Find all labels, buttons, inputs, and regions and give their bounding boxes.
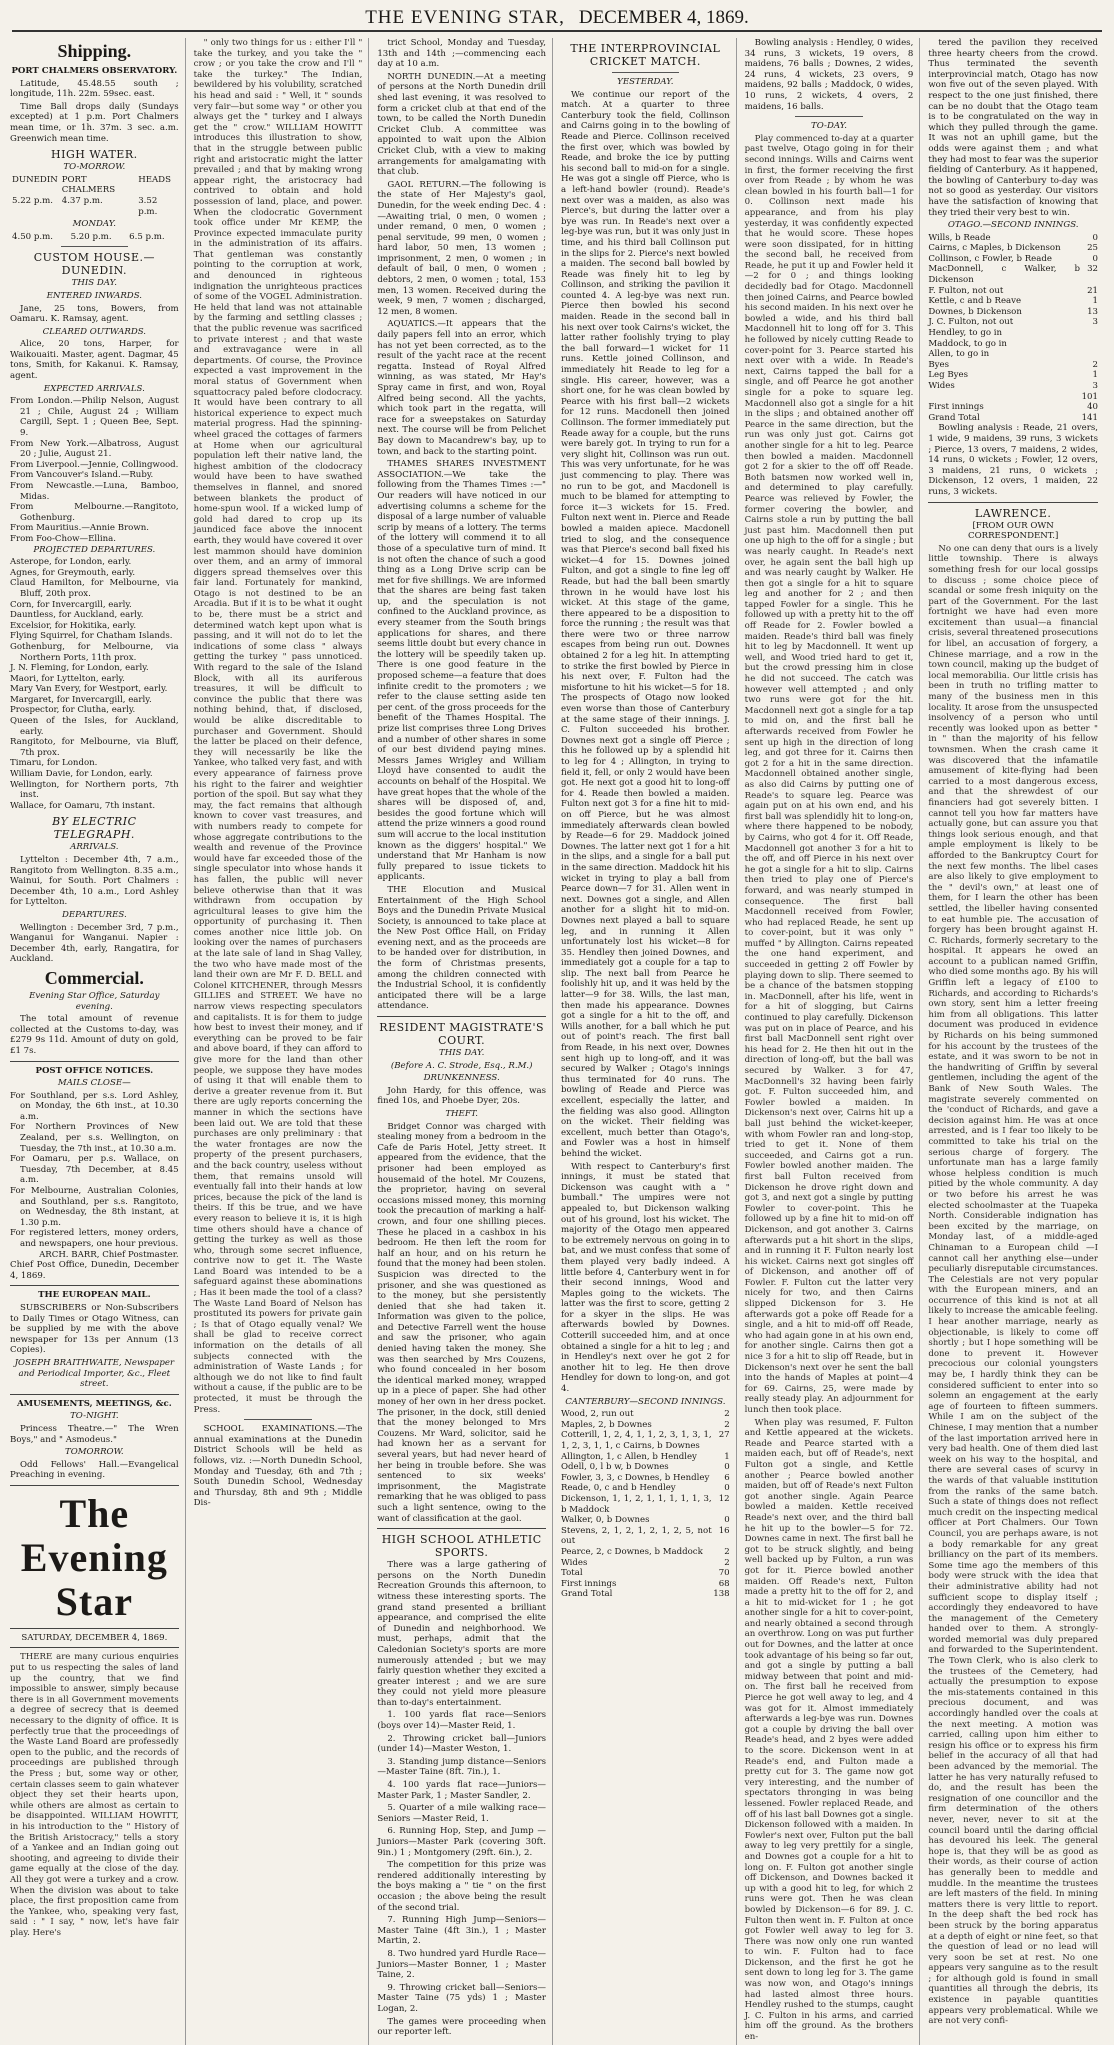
- list-item: 6. Running Hop, Step, and Jump — Juniors—Master Park (covering 30ft. 9in.) 1 ; Montgomery (29ft. 6in.), 2.: [377, 1826, 546, 1858]
- list-item: 5. Quarter of a mile walking race—Seniors —Master Reid, 1.: [377, 1803, 546, 1824]
- postmaster-signature: ARCH. BARR, Chief Postmaster.: [39, 1249, 179, 1260]
- theft-text: Bridget Connor was charged with stealing money from a bedroom in the Cafe de Paris Hotel, Jetty street. It appeared from the evidence, that the prisoner had been employed as housemaid of the hotel. Mr Couzens, the proprietor, having on several occasions missed money, this morning took the precaution of marking a half-crown, and four one shilling pieces. These he placed in a cashbox in his bedroom. He then left the room for half an hour, and on his return he found that the money had been stolen. Suspicion was directed to the prisoner, and she was questioned as to the money, but she persistently denied that she had taken it. Information was given to the police, and Detective Farrell went the house and saw the prisoner, who again denied having taken the money. She was then searched by Mrs Couzens, who found concealed in her bosom the identical marked money, wrapped up in a piece of paper. She had other money of her own in her dress pocket. The prisoner, in the dock, still denied that the money belonged to Mrs Couzens. Mr Ward, solicitor, said he had known her as a servant for several years, but had never heard of her being in trouble before. She was sentenced to six weeks' imprisonment, the Magistrate remarking that he was obliged to pass such a light sentence, owing to the want of classification at the gaol.: [377, 1121, 546, 1524]
- table-row: [928, 317, 1098, 328]
- table-row: [928, 296, 1098, 307]
- tide-header: HEADS: [138, 174, 171, 185]
- expected-heading: EXPECTED ARRIVALS.: [43, 383, 145, 394]
- expected-list: [10, 396, 179, 544]
- otago-scorecard: [928, 233, 1098, 424]
- canterbury-innings-heading: CANTERBURY—SECOND INNINGS.: [565, 1396, 726, 1407]
- table-row: [561, 1473, 730, 1484]
- table-row: [928, 370, 1098, 381]
- school-exams-continued: trict School, Monday and Tuesday, 13th and 14th ;—commencing each day at 10 a.m.: [377, 38, 546, 70]
- today-report: Play commenced to-day at a quarter past twelve, Otago going in for their second innings. Wills and Cairns went in first, the former receiving the first over from Reade ; by whom he was clean bowled in his fourth ball—1 for 0. Collinson next made his appearance, and from his play yesterday, it was confidently expected that he would score. These hopes were soon dissipated, for in hitting the second ball, he received from Reade, he put it up and Fowler held it—2 for 0 ; and things looking decidedly bad for Otago. Macdonnell then joined Cairns, and Pearce bowled his second maiden. In his next over he bowled a wide, and his third ball Macdonnell hit to long off for 3. This he followed by nicely cutting Reade to cover-point for 3. Pearce started his next over with a wide. In Reade's next, Cairns tapped the ball for a single, and off Pearce he got another single for a poke to square leg. Macdonnell also got a single for a hit in the slips ; and obtained another off Pearce in the same direction, but the run was only just got. Cairns got another single for a hit to leg. Pearce then bowled a maiden. Macdonnell got 2 for a skier to the off off Reade. Both batsmen now worked well in, and determined to play carefully. Pearce was relieved by Fowler, the former covering the bowler, and Cairns stole a run by putting the ball just past him. Macdonnell then put one up high to the off for a single ; but was nearly caught. In Reade's next over, he again sent the ball high up and was nearly caught by Walker. He then got a single for a hit to square leg and another for 2 ; and then tapped Fowler for a single. This he followed up with a pretty hit to the off off Reade for 2. Fowler bowled a maiden. Reade's third ball was finely hit to leg by Macdonnell. It went up well, and Wood tried hard to get it, but the crowd pressing him in close he did not succeed. The catch was however well attempted ; and only two runs were got for the hit. Macdonnell next got a single for a tap to mid on, and the first ball he afterwards received from Fowler he sent up high in the direction of long leg, and got three for it. Cairns then got 2 for a hit in the same direction. Macdonnell obtained another single, as also did Cairns by putting one of Reade's to square leg. Pearce was again put on at his own end, and his first ball was splendidly hit to long-on, where there happened to be nobody, by Cairns, who got 4 for it. Off Reade, Macdonnell got another 3 for a hit to the off, and off Pierce in his next over he got a single for a hit to slip. Cairns then tried to play one of Pierce's forward, and was nearly stumped in consequence. The first ball Macdonnell received from Fowler, who had replaced Reade, he sent up to cover-point, but it was only " muffed " by Allington. Cairns repeated the one hand experiment, and succeeded in getting 2 off Fowler by playing down to slip. There seemed to be a chance of the batsmen stopping in. MacDonnell, after his life, went in for a hit of slogging, but Cairns continued to play carefully. Dickenson was put on in place of Pearce, and his first ball MacDonnell sent right over his head for 2. He then hit out in the direction of long-off, but the ball was secured by Walker. 3 for 47, MacDonnell's 32 having been fairly got. F. Fulton succeeded him, and Fowler bowled a maiden. In Dickenson's next over, Cairns hit up a ball just behind the wicket-keeper, with whom Fowler ran and long-stop, tried to get it. None of them succeeded, and Cairns got a run. Fowler bowled another maiden. The first ball Fulton received from Dickenson he drove right down and got 3, and next got a single by putting Fowler to cover-point. This he followed up by a fine hit to mid-on off Dickenson, and got another 3. Cairns afterwards put a hit short in the slips, and in running it F. Fulton nearly lost his wicket. Cairns next got singles off of Dickenson, and another off of Fowler. F. Fulton cut the latter very nicely for two, and then Cairns slipped Dickenson for 3. He afterwards got a poke off Reade for a single, and a hit to mid-off off Reade, who had again gone in at his own end, for another single. Cairns then got a nice 3 for a hit to slip off Reade, but in Dickenson's next over he sent the ball into the hands of Maples at point—4 for 69. Cairns, 25, were made by really steady play. An adjournment for lunch then took place.: [744, 133, 914, 1415]
- batsman: Fowler, 3, 3, c Downes, b Hendley: [561, 1472, 710, 1483]
- grand-total-row: [928, 413, 1098, 424]
- observatory-latitude: Latitude, 45.48.55 south ; longitude, 11h. 22m. 59sec. east.: [10, 78, 179, 100]
- page-columns: [10, 38, 1104, 2043]
- high-water-heading: HIGH WATER.: [51, 148, 138, 162]
- table-row: [928, 254, 1098, 265]
- table-row: [928, 233, 1098, 244]
- list-item: From Foo-Chow—Ellina.: [10, 533, 117, 544]
- grand-total-label: Grand Total: [561, 1589, 613, 1600]
- batsman: Downes, b Dickenson: [928, 306, 1022, 317]
- batsman: Maddock, to go in: [928, 338, 1007, 349]
- amusements-heading: AMUSEMENTS, MEETINGS, &c.: [16, 1398, 172, 1409]
- grand-total-value: 141: [1081, 412, 1098, 423]
- list-item: For Melbourne, Australian Colonies, and Southland, per s.s. Rangitoto, on Wednesday, the 8th instant, at 1.30 p.m.: [10, 1186, 179, 1228]
- table-row: [928, 360, 1098, 371]
- list-item: Asterope, for London, early.: [10, 557, 132, 568]
- tide-header: DUNEDIN: [12, 174, 58, 185]
- lawrence-report: No one can deny that ours is a lively little township. There is always something fresh for our local gossips to discuss ; some choice piece of scandal or some fresh iniquity on the part of the Government. For the last fortnight we have had even more excitement than usual—a financial crisis, several threatened prosecutions for libel, an accusation of forgery, a Chinese marriage, and a row in the town council, making up the budget of local memorabilia. Our little crisis has been in truth no trifling matter to many of the business men in this locality. It arose from the unsuspected insolvency of a person who until recently was looked upon as better " in " than the majority of his fellow townsmen. When the crash came it was discovered that the infamatile amusement of kite-flying had been carried to a most dangerous excess, and that the shrewdest of our financiers had got severely bitten. I cannot tell you how far matters have actually gone, but can assure you that things look serious enough, and that ample employment is likely to be afforded to the Bankruptcy Court for the next few months. The libel cases are also likely to give employment to the " devil's own," at least one of them, for I learn the other has been settled, the libeller having consented to eat humble pie. The accusation of forgery has been brought against H. C. Richards, formerly secretary to the hospital. It appears he owed an account to a publican named Griffin, who died some months ago. By his will Griffin left a legacy of £100 to Richards, and according to Richards's own story, sent him a letter freeing him from all obligations. This latter document was produced in evidence by Richards on his being summoned for his account by the trustees of the estate, and it was sworn to be not in the handwriting of Griffin by several gentlemen, including the agent of the Bank of New South Wales. The magistrate severely commented on the 'conduct of Richards, and gave a decision against him. He was at once arrested, and is I fear too likely to be committed to take his trial on the serious charge of forgery. The unfortunate man has a large family whose helpless condition is much pitied by the whole community. A day or two before his arrest he was elected schoolmaster at the Tuapeka North. Considerable indignation has been excited by the marriage, on Monday last, of a middle-aged Chinaman to a European child —I cannot call her anything else—under peculiarly disreputable circumstances. The Celestials are not very popular with the European miners, and an occurrence of this kind is not at all likely to increase the amicable feeling. I hear another marriage, nearly as objectionable, is likely to come off shortly ; but I hope something will be done to prevent it. However precocious our colonial youngsters may be, I hardly think they can be considered sufficient to enter into so solemn an engagement at the early age of fourteen to fifteen summers. While I am on the subject of the Chinese, I may mention that a number of the last importation arrived here in very bad health. One of them died last week on his way to the hospital, and there are several cases of scurvy in the wards of that valuable institution from the ranks of the same batch. Such a state of things does not reflect much credit on the inspecting medical officer at Port Chalmers. Our Town Council, you are perhaps aware, is not a body remarkable for any great brilliancy on the part of its members. Some time ago the members of this body were struck with the idea that their administrative ability had not sufficient scope to display itself ; accordingly they endeavored to have the management of the Cemetery handed over to them. A strongly-worded memorial was duly prepared and forwarded to the Superintendent. The Town Clerk, who is also clerk to the trustees of the Cemetery, had actually the presumption to expose the mis-statements contained in this precious document, and was accordingly handled over the coals at the next meeting. A motion was carried, calling upon him either to resign his office or to express his firm belief in the accuracy of all that had been advanced by the memorial. The latter he has very naturally refused to do, and the result has been the resignation of one councillor and the firm determination of the others never, never, never to sit at the council board until the daring official has devoured his leek. The general hope is, that they will be as good as their words, as their course of action has generally been to meddle and muddle. In the meantime the trustees are left masters of the field. In mining matters there is very little to report. In the deep shaft the bed rock has been struck by the boring apparatus at a depth of eight or nine feet, so that the question of lead or no lead will very soon be set at rest. No one appears very sanguine as to the result ; for although gold is found in small quantities all through the debris, its existence in payable quantities appears very problematical. While we are not very confi-: [928, 543, 1098, 2027]
- leader-article-continued: " only two things for us : either I'll " take the turkey, and you take the " crow ; or you take the crow and I'll " take the turkey." The Indian, bewildered by his volubility, scratched his head and said : " Well, it " sounds very fair—but some way " or other you always get the " turkey and I always get the " crow." WILLIAM HOWITT introduces this illustration to show, that in the struggle between public right and aristocratic might the latter prevailed ; and that by making wrong appear right, the aristocracy had contrived to obtain and hold possession of land, place, and power. When the clodocratic Government took office under Mr KEMP, the Province expected immaculate purity in the administration of its affairs. That gentleman was constantly pointing to the corruption at work, and denounced in righteous indignation the unrighteous practices of some of the VOGEL Administration. He held that land was not attainable by the farming and settling classes ; that the public revenue was sacrificed to private interest ; and that waste and extravagance were in all departments. Of course, the Province expected a vast improvement in the moral status of Government when squattocracy paled before clodocracy. It would have been contrary to all historical experience to expect much material progress. Had the spinning-wheel graced the cottages of farmers at Home when our agricultural population left their native land, the highest ambition of the clodocracy would have been to have swathed themselves in flannel, and snored between blankets the product of home-spun wool. If a wicked lump of gold had dared to crop up its jaundiced face above the innocent earth, they would have covered it over lest mammon should have dominion over them, and an army of immoral diggers spread themselves over this fair land. Fortunately for mankind, Otago is not destined to be an Arcadia. But if it is to be what it ought to be, there must be a strict and determined watch kept upon what is passing, and it will not do to let the indications of some class " always getting the turkey " pass unnoticed. With regard to the sale of the Island Block, with all its auriferous treasures, it will be difficult to convince the public that there was nothing behind, that, if disclosed, would be alike discreditable to purchaser and Government. Should the latter be placed on their defence, they will necessarily be like the Yankee, who talked very fast, and with every appearance of fairness prove his right to the fairer and weightier portion of the spoil. But say what they may, the fact remains that although known to cover vast treasures, and with numbers ready to compete for whose aggregate contributions to the wealth and revenue of the Province would have far exceeded those of the single speculator into whose hands it has fallen, the public will never believe otherwise than that it was withdrawn from occupation by agricultural leases to give him the opportunity of purchasing it. Then comes another nice little job. On looking over the names of purchasers at the late sale of land in Shag Valley, the two who have made most of the land their own are Mr F. D. BELL and Colonel KITCHENER, through Messrs GILLIES and STREET. We have no narrow views respecting speculators and capitalists. It is for them to judge how best to invest their money, and if everything can be proved to be fair and above board, if they can afford to give more for the land than other people, we suppose they have modes of using it that will enable them to derive a greater revenue from it. But there are ugly reports concerning the manner in which the sections have been laid out. We are told that these purchases are only preliminary : that the water frontages are now the property of the present purchasers, and the back country, useless without them, that remains unsold will eventually fall into their hands at low prices, because the pick of the land is theirs. If this be true, and we have every reason to believe it is, it is high time others should have a chance of getting the turkey as well as those who, through some secret influence, contrive now to get it. The Waste Land Board was intended to be a safeguard against these abominations ; Has it been made the tool of a class? The Waste Land Board of Nelson has prostituted its powers for private gain ; Is that of Otago equally venal? We shall be glad to receive correct information on the details of all subjects connected with the administration of Waste Lands ; for although we do not like to find fault without a cause, if the public are to be protected, it must be through the Press.: [193, 38, 363, 1415]
- european-mail-text: SUBSCRIBERS or Non-Subscribers to Daily Times or Otago Witness, can be supplied by me with the above newspaper for 13s per Annum (13 Copies).: [10, 1302, 179, 1356]
- list-item: The competition for this prize was rendered additionally interesting by the boys making a " tie " on the first occasion ; the above being the result of the second trial.: [377, 1860, 546, 1913]
- tide-cell: 3.52 p.m.: [138, 195, 158, 217]
- batsman: Walker, 0, b Downes: [561, 1515, 650, 1526]
- runs: 0: [724, 1462, 730, 1473]
- list-item: From London.—Philip Nelson, August 21 ; Chile, August 24 ; William Cargill, Sept. 1 ; Queen Bee, Sept. 9.: [10, 396, 179, 439]
- batsman: F. Fulton, not out: [928, 285, 1004, 296]
- sports-results: [377, 1710, 546, 2014]
- runs: 13: [1087, 306, 1098, 317]
- total-label: Total: [561, 1568, 583, 1579]
- tide-cell: 4.50 p.m.: [12, 231, 53, 242]
- table-row: [928, 286, 1098, 297]
- table-row: [561, 1547, 730, 1558]
- match-conclusion: tered the pavilion they received three hearty cheers from the crowd. Thus terminated the seventh interprovincial match, Otago has now won five out of the seven played. With respect to the one just finished, there can be no doubt that the Otago team is to be congratulated on the way in which they pulled through the game. It was not an uphill game, but the odds were against them ; and what they had most to fear was the superior fielding of Canterbury. As it happened, the bowling of Canterbury to-day was not so good as yesterday. Our visitors have the satisfaction of knowing that they tried their very best to win.: [928, 38, 1098, 218]
- list-item: 2. Throwing cricket ball—Juniors (under 14)—Master Weston, 1.: [377, 1733, 546, 1755]
- sports-heading: HIGH SCHOOL ATHLETIC SPORTS.: [381, 1533, 542, 1560]
- arrivals-heading: ARRIVALS.: [70, 842, 119, 853]
- mails-list: [10, 1091, 179, 1250]
- first-innings-row: [928, 402, 1098, 413]
- gaol-return-item: GAOL RETURN.—The following is the state of Her Majesty's gaol, Dunedin, for the week ending Dec. 4 :—Awaiting trial, 0 men, 0 women ; under remand, 0 men, 0 women ; penal servitude, 99 men, 0 women ; hard labor, 50 men, 13 women ; imprisonment, 2 men, 0 women ; in default of bail, 0 men, 0 women ; debtors, 2 men, 0 women ; total, 153 men, 13 women. Received during the week, 9 men, 7 women ; discharged, 12 men, 8 women.: [377, 179, 546, 317]
- batsman: Collinson, c Fowler, b Reade: [928, 253, 1052, 264]
- table-row: [561, 1558, 730, 1569]
- entered-heading: ENTERED INWARDS.: [46, 290, 143, 301]
- drunkenness-heading: DRUNKENNESS.: [423, 1073, 500, 1084]
- aquatics-item: AQUATICS.—It appears that the daily papers fell into an error, which has not yet been corrected, as to the result of the yacht race at the recent regatta. Instead of Royal Alfred winning, as was stated, Mr Hay's Spray came in first, and won, Royal Alfred being second. All the yachts, which took part in the regatta, will race for a sweepstakes on Saturday next. The course will be from Pelichet Bay down to Macandrew's bay, up to town, and back to the starting point.: [377, 319, 546, 457]
- first-innings-value: 68: [718, 1578, 730, 1589]
- batsman: Allington, 1, c Allen, b Hendley: [561, 1451, 697, 1462]
- entered-text: Jane, 25 tons, Bowers, from Oamaru. K. Ramsay, agent.: [10, 303, 179, 325]
- north-dunedin-item: NORTH DUNEDIN.—At a meeting of persons at the North Dunedin drill shed last evening, it was resolved to form a cricket club at that end of the town, to be called the North Dunedin Cricket Club. A committee was appointed to wait upon the Albion Cricket Club, with a view to making arrangements for amalgamating with that club.: [377, 71, 546, 178]
- runs: 1: [1092, 296, 1098, 307]
- column-1: [10, 38, 186, 2045]
- list-item: 4. 100 yards flat race—Juniors—Master Park, 1 ; Master Sandler, 2.: [377, 1780, 546, 1801]
- school-examinations: SCHOOL EXAMINATIONS.—The annual examinations at the Dunedin District Schools will be held as follows, viz. :—North Dunedin School, Monday and Tuesday, 6th and 7th ; South Dunedin School, Wednesday and Thursday, 8th and 9th ; Middle Dis-: [193, 1424, 363, 1509]
- cleared-text: Alice, 20 tons, Harper, for Waikouaiti. Master, agent. Dagmar, 45 tons, Smith, for Kakanui. K. Ramsay, agent.: [10, 339, 179, 382]
- list-item: Wallace, for Oamaru, 7th instant.: [10, 800, 156, 811]
- runs: 12: [718, 1493, 730, 1504]
- drunkenness-text: John Hardy, for this offence, was fined 10s, and Phoebe Dyer, 20s.: [377, 1085, 546, 1107]
- column-4: [561, 38, 737, 2045]
- runs: 3: [1092, 381, 1098, 391]
- first-innings-label: First innings: [561, 1578, 617, 1589]
- customs-heading: CUSTOM HOUSE.—DUNEDIN.: [33, 251, 155, 278]
- total-value: 70: [718, 1568, 730, 1579]
- runs: 6: [724, 1472, 730, 1483]
- runs: 1: [1092, 370, 1098, 381]
- list-item: Flying Squirrel, for Chatham Islands.: [10, 631, 173, 642]
- yesterday-report: We continue our report of the match. At a quarter to three Canterbury took the field, Collinson and Cairns going in to the bowling of Reade and Pierce. Collinson received the first over, which was bowled by Reade, and broke the ice by putting his second ball to mid-on for a single. He was got a single off Pierce, who is a left-hand bowler (round). Reade's next over was a maiden, as also was Pierce's, but during the latter over a bye was run. In Reade's next over a leg-bye was run, but it was only just in time, and his third ball Collinson put in the slips for 2. Pierce's next bowled a maiden. The second ball bowled by Reade was finely hit to leg by Collinson, and striking the pavilion it counted 4. A leg-bye was next run. Pierce then bowled his second maiden. Reade in the second ball in his next over took Cairns's wicket, the latter rather foolishly trying to play the ball forward—1 wicket for 11 runs. Kettle joined Collinson, and immediately hit Reade to leg for a single. His career, however, was a short one, for he was clean bowled by Pearce with his first ball—2 wickets for 12 runs. Macdonell then joined Collinson. The former immediately put Reade away for a couple, but the runs were barely got. In trying to run for a very slight hit, Collinson was run out. This was very unfortunate, for he was just commencing to play. There was no run to be got, and Macdonell is much to be blamed for attempting to force it—3 wickets for 15. Fred. Fulton next went in. Pierce and Reade bowled a maiden apiece. Macdonell tried to slog, and the consequence was that Pierce's second ball fixed his wicket—4 for 15. Downes joined Fulton, and got a single to fine leg off Reade, but had the ball been smartly thrown in he would have lost his wicket. At this stage of the game, there appeared to be a disposition to force the running ; the result was that there were two or three narrow escapes from being run out. Downes obtained 2 for a leg hit. In attempting to strike the first bowled by Pierce in his next over, F. Fulton had the misfortune to hit his wicket—5 for 18. The prospects of Otago now looked even worse than those of Canterbury at the same stage of their innings. J. C. Fulton succeeded his brother. Downes next got a single off Pierce ; this he followed up by a splendid hit to leg for 4 ; Allington, in trying to field it, fell, or only 2 would have been got. He next got a good hit to long-off for 4. Reade then bowled a maiden. Fulton next got 3 for a fine hit to mid-on off Pierce, but he was almost immediately afterwards clean bowled by Reade—6 for 29. Maddock joined Downes. The latter next got 1 for a hit in the slips, and a single for a ball put in the same direction. Maddock hit his wicket in trying to play a ball from Pearce down—7 for 31. Allen went in next. Downes got a single, and Allen another for a slight hit to mid-on. Downes next played a ball to square leg, and in running it Allen unfortunately lost his wicket—8 for 35. Hendley then joined Downes, and immediately got a couple for a tap to slip. The next ball from Pearce he foolishly hit up, and it was held by the latter—9 for 38. Wills, the last man, then made his appearance. Downes got a single for a hit to the off, and Wills another, for a ball which he put out of point's reach. The first ball from Reade, in his next over, Downes sent high up to long-off, and it was secured by Walker ; Otago's innings thus terminated for 40 runs. The bowling of Reade and Pierce was excellent, especially the latter, and the fielding was also good. Allington on the wicket. Their fielding was excellent, much better than Otago's, and Fowler was a host in himself behind the wicket.: [561, 89, 730, 1159]
- departures-text: Wellington : December 3rd, 7 p.m., Wanganui for Wanganui. Napier : December 4th, early, Rangatira, for Auckland.: [10, 922, 179, 965]
- court-heading: RESIDENT MAGISTRATE'S COURT.: [379, 1021, 545, 1048]
- divider: [795, 116, 862, 117]
- divider: [10, 1647, 179, 1648]
- runs: 2: [724, 1419, 730, 1430]
- batsman: Pearce, 2, c Downes, b Maddock: [561, 1546, 703, 1557]
- list-item: Rangitoto, for Melbourne, via Bluff, 7th prox.: [10, 737, 179, 758]
- list-item: Claud Hamilton, for Melbourne, via Bluff, 20th prox.: [10, 578, 179, 599]
- list-item: 7. Running High Jump—Seniors—Master Taine (4ft 3in.), 1 ; Master Martin, 2.: [377, 1915, 546, 1947]
- table-row: [561, 1420, 730, 1431]
- yesterday-label: YESTERDAY.: [617, 77, 674, 87]
- thames-item: THAMES SHARES INVESTMENT ASSOCIATION.—We take the following from the Thames Times :—" Our readers will have noticed in our advertising columns a scheme for the disposal of a large number of valuable scrip by means of a lottery. The terms of the lottery will commend it to all those of a speculative turn of mind. It is not often the chance of such a good thing as a Long Drive scrip can be met for five shillings. We are informed that the shares are being fast taken up, and the speculation is not confined to the Auckland province, as every steamer from the South brings applications for shares, and there seems little doubt but every chance in the lottery will be speedily taken up. There is one good feature in the proposed scheme—a feature that does infinite credit to the promoters ; we refer to the clause setting aside ten per cent. of the gross proceeds for the benefit of the Thames Hospital. The prize list comprises three Long Drives and a number of other shares in some of our best dividend paying mines. Messrs James Wrigley and William Lloyd have consented to audit the accounts on behalf of the Hospital. We have great hopes that the whole of the shares will be disposed of, and, besides the good fortune which will attend the prize winners a good round sum will accrue to the local institution known as the diggers' hospital." We understand that Mr Hanham is now fully prepared to issue tickets to applicants.: [377, 459, 546, 883]
- list-item: From Liverpool.—Jennie, Collingwood.: [10, 459, 179, 470]
- table-row: [928, 349, 1098, 360]
- divider: [377, 1016, 546, 1017]
- tide-table-monday: [10, 232, 179, 243]
- sports-end: The games were proceeding when our reporter left.: [377, 2016, 546, 2038]
- batsman: Wides: [928, 381, 955, 391]
- commercial-text: The total amount of revenue collected at the Customs to-day, was £279 9s 11d. Amount of duty on gold, £1 7s.: [10, 1014, 179, 1056]
- batsman: Stevens, 2, 1, 2, 1, 2, 1, 2, 5, not out: [561, 1525, 712, 1547]
- column-3: [377, 38, 553, 2045]
- batsman: Dickenson, 1, 1, 2, 1, 1, 1, 1, 1, 3, b Maddock: [561, 1493, 712, 1515]
- table-row: [561, 1409, 730, 1420]
- runs: 0: [1092, 232, 1098, 243]
- table-row: [928, 381, 1098, 392]
- first-innings-row: [561, 1579, 730, 1590]
- table-row: [561, 1452, 730, 1463]
- otago-bowling-analysis: Bowling analysis : Reade, 21 overs, 1 wide, 9 maidens, 39 runs, 3 wickets ; Pierce, 13 overs, 7 maidens, 2 wides, 14 runs, 0 wickets ; Fowler, 12 overs, 3 maidens, 21 runs, 0 wickets ; Dickenson, 12 overs, 1 maiden, 22 runs, 3 wickets.: [928, 423, 1098, 497]
- batsman: J. C. Fulton, not out: [928, 317, 1014, 328]
- list-item: For Southland, per s.s. Lord Ashley, on Monday, the 6th inst., at 10.30 a.m.: [10, 1090, 179, 1122]
- time-ball-note: Time Ball drops daily (Sundays excepted) at 1 p.m. Port Chalmers mean time, or 1h. 37m. 3 sec. a.m. Greenwich mean time.: [10, 101, 179, 144]
- tide-table: [10, 175, 179, 217]
- theft-heading: THEFT.: [445, 1109, 478, 1119]
- leader-article: THERE are many curious enquiries put to us respecting the sales of land up the country, that we find impossible to answer, simply because there is in all Government movements a degree of secrecy that is deemed necessary to the dignity of office. It is perfectly true that the proceedings of the Waste Land Board are professedly open to the public, and the records of proceedings are published through the Press ; but, some way or other, certain classes seem to gain whatever object they set their hearts upon, while others are almost as certain to be disappointed. WILLIAM HOWITT, in his introduction to the " History of the British Aristocracy," tells a story of a Yankee and an Indian going out shooting, and agreeing to divide their game equally at the close of the day. All they got were a turkey and a crow. When the division was about to take place, the first proposition came from the Yankee, who, speaking very fast, said : " I say, " now, let's have fair play. Here's: [10, 1652, 179, 1938]
- list-item: Prospector, for Clutha, early.: [10, 705, 136, 716]
- list-item: From Melbourne.—Rangitoto, Gothenburg.: [10, 502, 179, 523]
- commercial-heading: Commercial.: [44, 967, 144, 988]
- divider: [928, 502, 1098, 503]
- runs: 16: [718, 1525, 730, 1536]
- batsman: Reade, 0, c and b Hendley: [561, 1483, 676, 1494]
- runs: 0: [1092, 253, 1098, 264]
- runs: 3: [1092, 317, 1098, 328]
- runs: 2: [724, 1557, 730, 1568]
- shipping-heading: Shipping.: [57, 41, 132, 61]
- list-item: Corn, for Invercargill, early.: [10, 599, 132, 610]
- grand-total-label: Grand Total: [928, 412, 980, 423]
- runs: [1080, 339, 1098, 350]
- elocution-item: THE Elocution and Musical Entertainment of the High School Boys and the Dunedin Private Musical Society, is announced to take place at the New Post Office Hall, on Friday evening next, and as the proceeds are to be handed over for distribution, in the form of Christmas presents, among the children connected with the Industrial School, it is confidently anticipated there will be a large attendance.: [377, 884, 546, 1012]
- first-innings-value: 40: [1087, 402, 1098, 413]
- list-item: J. N. Fleming, for London, early.: [10, 663, 149, 674]
- court-before: (Before A. C. Strode, Esq., R.M.): [390, 1060, 533, 1071]
- cricket-heading: THE INTERPROVINCIAL CRICKET MATCH.: [570, 42, 721, 68]
- list-item: Margaret, for Invercargill, early.: [10, 694, 152, 705]
- list-item: 9. Throwing cricket ball—Seniors—Master Taine (75 yds) 1 ; Master Logan, 2.: [377, 1982, 546, 2014]
- batsman: MacDonnell, c Walker, b Dickenson: [928, 264, 1080, 286]
- list-item: Gothenburg, for Melbourne, via Northern Ports, 11th prox.: [10, 641, 179, 663]
- column-2: [194, 38, 370, 2045]
- tide-cell: 5.22 p.m.: [12, 195, 53, 206]
- batsman: Cairns, c Maples, b Dickenson: [928, 243, 1061, 254]
- tide-tomorrow-label: TO-MORROW.: [63, 162, 126, 173]
- post-signoff: Chief Post Office, Dunedin, December 4, 1869.: [10, 1260, 179, 1281]
- divider: [612, 72, 679, 73]
- table-row: [561, 1526, 730, 1547]
- runs: 1: [724, 1451, 730, 1462]
- divider: [10, 1285, 179, 1286]
- list-item: For Oamaru, per p.s. Wallace, on Tuesday, 7th December, at 8.45 a.m.: [10, 1154, 179, 1186]
- batsman: Odell, 0, l b w, b Downes: [561, 1462, 669, 1473]
- list-item: Mary Van Every, for Westport, early.: [10, 684, 168, 695]
- masthead: [12, 6, 1102, 32]
- list-item: From Vancouver's Island.—Ruby.: [10, 470, 154, 481]
- leader-date: SATURDAY, DECEMBER 4, 1869.: [21, 1632, 168, 1643]
- table-row: [561, 1494, 730, 1515]
- batsman: Cotterill, 1, 2, 4, 1, 1, 2, 3, 1, 3, 1, 1, 2, 3, 1, 1, c Cairns, b Downes: [561, 1430, 712, 1451]
- tonight-text: Princess Theatre.—" The Wren Boys," and " Asmodeus.": [10, 1423, 179, 1445]
- list-item: Queen of the Isles, for Auckland, early.: [10, 716, 179, 737]
- tide-cell: 5.20 p.m.: [70, 231, 112, 242]
- runs: [1080, 328, 1098, 339]
- tonight-label: TO-NIGHT.: [70, 1411, 119, 1422]
- canterbury-bowling-analysis: Bowling analysis : Hendley, 0 wides, 34 runs, 3 wickets, 19 overs, 8 maidens, 76 balls ; Downes, 2 wides, 24 runs, 4 wickets, 23 overs, 9 maidens, 92 balls ; Maddock, 0 wides, 10 runs, 2 wickets, 4 overs, 2 maidens, 16 balls.: [744, 38, 914, 112]
- batsman: Allen, to go in: [928, 349, 990, 360]
- total-row: [928, 392, 1098, 403]
- tide-cell: 4.37 p.m.: [61, 195, 103, 206]
- today-report-2: When play was resumed, F. Fulton and Kettle appeared at the wickets. Reade and Pearce started with a maiden each, but off of Reade's, next Fulton got a single, and Kettle another ; Pearce bowled another maiden, but off of Reade's next Fulton got another single. Again Pearce bowled a maiden. Kettle received Reade's next over, and the third ball he hit up to the bowler—5 for 72. Downes came in next. The first ball he got to be struck slightly, and being well backed up by Fulton, a run was got for it. Pierce bowled another maiden. Off Reade's next, Fulton made a pretty hit to the off for 2, and a hit to mid-wicket for 1 ; he got another single for a hit to cover-point, and nearly obtained a second through an overthrow. Long on was put further out for Downes, and the latter at once took advantage of his being so far out, and got a single by putting a ball midway between that point and mid-on. The first ball he received from Pierce he got well away to leg, and 4 was got for it. Almost immediately afterwards a leg-bye was run. Downes got a couple by driving the ball over Reade's head, and 2 byes were added to the score. Dickenson went in at Reade's end, and Fulton made a pretty cut for 3. The game now got very interesting, and the number of spectators thronging in was being lessened. Fowler replaced Reade, and off of his last ball Downes got a single. Dickenson followed with a maiden. In Fowler's next over, Fulton put the ball away to leg very prettily for a single, and Downes got a couple for a hit to long on. F. Fulton got another single off Dickenson, and Downes backed it up with a good hit to leg, for which 2 runs were got. Then he was clean bowled by Dickenson—6 for 89. J. C. Fulton then went in. F. Fulton at once got Fowler well away to leg for 3. There was now only one run wanted to win. F. Fulton had to face Dickenson, and the first he got he sent down to long leg for 3. The game was now won, and Otago's innings had lasted almost three hours. Hendley rushed to the stumps, caught J. C. Fulton in his arms, and carried him off the ground. As the brothers en-: [744, 1417, 914, 2043]
- cleared-heading: CLEARED OUTWARDS.: [42, 326, 147, 337]
- divider: [10, 1628, 179, 1629]
- list-item: Agnes, for Greymouth, early.: [10, 567, 136, 578]
- list-item: William Davie, for London, early.: [10, 769, 153, 780]
- runs: 32: [1087, 264, 1098, 275]
- tomorrow-text: Odd Fellows' Hall.—Evangelical Preaching in evening.: [10, 1459, 179, 1481]
- departures-heading: DEPARTURES.: [61, 909, 127, 920]
- telegraph-heading: BY ELECTRIC TELEGRAPH.: [52, 815, 137, 842]
- list-item: From Mauritius.—Annie Brown.: [10, 523, 149, 534]
- newspaper-title: THE EVENING STAR,: [365, 7, 565, 28]
- tide-header: PORT CHALMERS: [61, 174, 116, 196]
- divider: [244, 1419, 311, 1420]
- runs: 21: [1087, 285, 1098, 296]
- customs-day: THIS DAY.: [71, 278, 117, 289]
- batsman: Kettle, c and b Reave: [928, 296, 1022, 307]
- office-line: Evening Star Office, Saturday evening.: [29, 990, 160, 1012]
- list-item: For Northern Provinces of New Zealand, per s.s. Wellington, on Tuesday, the 7th inst., at 10.30 a.m.: [10, 1122, 179, 1154]
- list-item: For registered letters, money orders, and newspapers, one hour previous.: [10, 1228, 179, 1249]
- batsman: Byes: [928, 359, 949, 370]
- grand-total-row: [561, 1589, 730, 1600]
- canterbury-scorecard: [561, 1409, 730, 1600]
- runs: 25: [1087, 243, 1098, 254]
- batsman: Wills, b Reade: [928, 232, 991, 243]
- batsman: Maples, 2, b Downes: [561, 1419, 652, 1430]
- divider: [10, 1394, 179, 1395]
- table-row: [928, 243, 1098, 254]
- list-item: Dauntless, for Auckland, early.: [10, 610, 144, 621]
- table-row: [928, 264, 1098, 285]
- projected-list: [10, 557, 179, 811]
- tide-monday-label: MONDAY.: [72, 219, 117, 230]
- today-label: TO-DAY.: [810, 121, 848, 132]
- table-row: [928, 328, 1098, 339]
- runs: 0: [724, 1483, 730, 1494]
- table-row: [561, 1515, 730, 1526]
- runs: 0: [724, 1515, 730, 1526]
- batsman: Wides: [561, 1557, 588, 1568]
- correspondent-line: [FROM OUR OWN CORRESPONDENT.]: [968, 520, 1059, 542]
- total-value: 101: [1081, 391, 1098, 402]
- list-item: 1. 100 yards flat race—Seniors (boys over 14)—Master Reid, 1.: [377, 1710, 546, 1732]
- batsman: Hendley, to go in: [928, 328, 1003, 339]
- list-item: 3. Standing jump distance—Seniors—Master Taine (8ft. 7in.), 1.: [377, 1756, 546, 1778]
- post-office-heading: POST OFFICE NOTICES.: [35, 1065, 154, 1076]
- runs: 27: [718, 1430, 730, 1441]
- divider: [61, 246, 128, 247]
- european-mail-signature: JOSEPH BRAITHWAITE, Newspaper and Periodical Importer, &c., Fleet street.: [14, 1357, 175, 1390]
- table-row: [928, 339, 1098, 350]
- list-item: From New York.—Albatross, August 20 ; Julie, August 21.: [10, 438, 179, 460]
- list-item: From Newcastle.—Luna, Bamboo, Midas.: [10, 481, 179, 502]
- batsman: Leg Byes: [928, 370, 969, 381]
- list-item: 8. Two hundred yard Hurdle Race—Juniors—Master Bonner, 1 ; Master Taine, 2.: [377, 1948, 546, 1981]
- otago-innings-heading: OTAGO.—SECOND INNINGS.: [947, 220, 1079, 231]
- tide-cell: 6.5 p.m.: [129, 231, 165, 242]
- divider: [10, 1485, 179, 1486]
- table-row: [928, 307, 1098, 318]
- divider: [377, 1528, 546, 1529]
- table-row: [561, 1483, 730, 1494]
- list-item: Maori, for Lyttelton, early.: [10, 673, 125, 684]
- evening-star-masthead: The Evening Star: [20, 1490, 168, 1624]
- european-mail-heading: THE EUROPEAN MAIL.: [38, 1290, 151, 1301]
- table-row: [561, 1430, 730, 1451]
- runs: 2: [724, 1409, 730, 1420]
- observatory-heading: PORT CHALMERS OBSERVATORY.: [11, 66, 178, 76]
- runs: 2: [1092, 359, 1098, 370]
- column-5: [745, 38, 921, 2045]
- divider: [10, 1061, 179, 1062]
- mails-close-label: MAILS CLOSE—: [57, 1078, 131, 1089]
- lawrence-heading: LAWRENCE.: [974, 506, 1052, 520]
- issue-date: DECEMBER 4, 1869.: [578, 7, 749, 28]
- total-row: [561, 1568, 730, 1579]
- column-6: [928, 38, 1104, 2045]
- batsman: Wood, 2, run out: [561, 1409, 634, 1420]
- runs: 2: [724, 1546, 730, 1557]
- sports-intro: There was a large gathering of persons on the North Dunedin Recreation Grounds this afternoon, to witness these interesting sports. The grand stand presented a brilliant appearance, and comprised the elite of Dunedin and neighborhood. We must, perhaps, admit that the Caledonian Society's sports are more numerously attended ; but we may fairly question whether they excited a greater interest ; and we are sure they could not yield more pleasure than to-day's entertainment.: [377, 1560, 546, 1708]
- projected-heading: PROJECTED DEPARTURES.: [33, 544, 156, 555]
- arrivals-text: Lyttelton : December 4th, 7 a.m., Rangitoto from Wellington. 8.35 a.m., Wainui, for South. Port Chalmers : December 4th, 10 a.m., Lord Ashley for Lyttelton.: [10, 855, 179, 908]
- first-innings-label: First innings: [928, 402, 984, 413]
- yesterday-report-2: With respect to Canterbury's first innings, it must be stated that Dickenson was caught with a " bumball." The umpires were not appealed to, but Dickenson walking out of his ground, lost his wicket. The majority of the Otago men appeared to be extremely nervous on going in to bat, and we must confess that some of them played very badly indeed. A little before 4, Canterbury went in for their second innings, Wood and Maples going to the wickets. The latter was the first to score, getting 2 for a skyer in the slips. He was afterwards bowled by Downes. Cotterill succeeded him, and at once obtained a single for a hit to leg ; and in Hendley's next over he got 2 for another hit to leg. He then drove Hendley for down to long-on, and got 4.: [561, 1161, 730, 1395]
- list-item: Timaru, for London.: [10, 758, 98, 769]
- table-row: [561, 1462, 730, 1473]
- list-item: Excelsior, for Hokitika, early.: [10, 620, 137, 631]
- grand-total-value: 138: [713, 1589, 730, 1600]
- tomorrow-label: TOMORROW.: [64, 1447, 124, 1458]
- list-item: Wellington, for Northern ports, 7th inst.: [10, 779, 179, 801]
- court-day: THIS DAY.: [439, 1048, 485, 1059]
- runs: [1080, 349, 1098, 360]
